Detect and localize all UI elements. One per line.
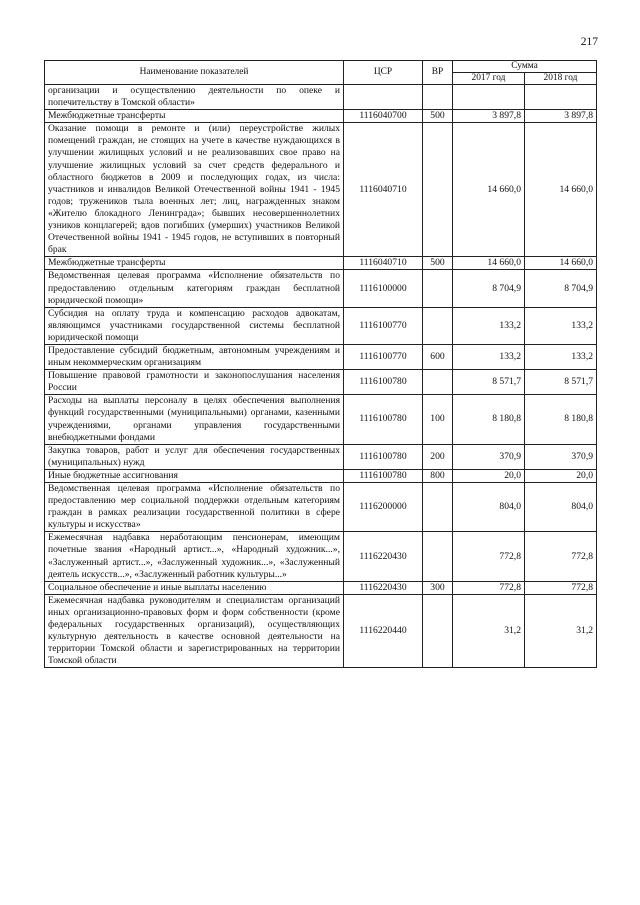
table-row — [45, 444, 597, 469]
row-csr-cell: 1116100770 — [344, 344, 423, 369]
row-vr-cell: 500 — [423, 110, 453, 123]
row-sum-2017-cell: 133,2 — [453, 307, 525, 344]
row-csr-cell: 1116040710 — [344, 257, 423, 270]
row-name-cell: Оказание помощи в ремонте и (или) переустройстве жилых помещений граждан, не стоящих на учете в качестве нуждающихся в улучшении жилищных условий и не реализовавших свое право на улучшение жилищных условий за счет средств федерального и областного бюджетов в 2009 и последующих годах, из числа: участников и инвалидов Великой Отечественной войны 1941 - 1945 годов; тружеников тыла военных лет; лиц, награжденных знаком «Жителю блокадного Ленинграда»; бывших несовершеннолетних узников концлагерей; вдов погибших (умерших) участников Великой Отечественной войны 1941 - 1945 годов, не вступивших в повторный брак — [45, 123, 344, 257]
row-sum-2017-cell: 370,9 — [453, 444, 525, 469]
row-sum-2017-cell: 14 660,0 — [453, 123, 525, 257]
row-sum-2018-cell: 8 704,9 — [525, 270, 597, 307]
row-sum-2018-cell: 14 660,0 — [525, 123, 597, 257]
row-vr-cell — [423, 370, 453, 395]
row-vr-cell — [423, 307, 453, 344]
header-name: Наименование показателей — [45, 61, 344, 85]
row-sum-2018-cell: 133,2 — [525, 344, 597, 369]
row-csr-cell: 1116220430 — [344, 581, 423, 594]
row-sum-2017-cell: 804,0 — [453, 483, 525, 532]
row-vr-cell: 100 — [423, 395, 453, 444]
table-row — [45, 110, 597, 123]
table-row — [45, 123, 597, 257]
table-row — [45, 469, 597, 482]
row-csr-cell: 1116220430 — [344, 532, 423, 581]
row-sum-2017-cell: 133,2 — [453, 344, 525, 369]
row-vr-cell: 800 — [423, 469, 453, 482]
row-csr-cell — [344, 85, 423, 110]
table-row — [45, 581, 597, 594]
row-csr-cell: 1116040710 — [344, 123, 423, 257]
row-sum-2017-cell: 14 660,0 — [453, 257, 525, 270]
row-sum-2017-cell: 31,2 — [453, 594, 525, 668]
row-vr-cell: 600 — [423, 344, 453, 369]
row-sum-2017-cell: 20,0 — [453, 469, 525, 482]
row-sum-2018-cell: 772,8 — [525, 532, 597, 581]
row-name-cell: Иные бюджетные ассигнования — [45, 469, 344, 482]
row-name-cell: Межбюджетные трансферты — [45, 257, 344, 270]
row-name-cell: Ведомственная целевая программа «Исполнение обязательств по предоставлению отдельным категориям граждан бесплатной юридической помощи» — [45, 270, 344, 307]
table-row — [45, 594, 597, 668]
row-name-cell: Ежемесячная надбавка руководителям и специалистам организаций иных организационно-правовых форм и форм собственности (кроме федеральных государственных организаций), осуществляющих культурную деятельность в качестве основной деятельности на территории Томской области и зарегистрированных на территории Томской области — [45, 594, 344, 668]
row-vr-cell — [423, 594, 453, 668]
row-csr-cell: 1116200000 — [344, 483, 423, 532]
row-sum-2018-cell: 8 180,8 — [525, 395, 597, 444]
row-sum-2018-cell: 133,2 — [525, 307, 597, 344]
row-csr-cell: 1116220440 — [344, 594, 423, 668]
row-sum-2018-cell: 8 571,7 — [525, 370, 597, 395]
row-csr-cell: 1116100780 — [344, 370, 423, 395]
row-vr-cell — [423, 85, 453, 110]
header-csr: ЦСР — [344, 61, 423, 85]
table-body — [45, 85, 597, 668]
row-vr-cell — [423, 483, 453, 532]
table-row — [45, 344, 597, 369]
header-vr: ВР — [423, 61, 453, 85]
table-row — [45, 307, 597, 344]
row-sum-2018-cell: 804,0 — [525, 483, 597, 532]
row-sum-2017-cell: 772,8 — [453, 581, 525, 594]
table-header — [45, 61, 597, 85]
table-row — [45, 370, 597, 395]
row-name-cell: Закупка товаров, работ и услуг для обеспечения государственных (муниципальных) нужд — [45, 444, 344, 469]
row-sum-2018-cell: 3 897,8 — [525, 110, 597, 123]
row-vr-cell: 500 — [423, 257, 453, 270]
row-csr-cell: 1116100770 — [344, 307, 423, 344]
table-row — [45, 257, 597, 270]
header-year-2018: 2018 год — [525, 73, 597, 85]
page-number: 217 — [580, 36, 598, 48]
row-name-cell: Повышение правовой грамотности и законопослушания населения России — [45, 370, 344, 395]
table-row — [45, 532, 597, 581]
row-sum-2018-cell: 14 660,0 — [525, 257, 597, 270]
row-name-cell: Межбюджетные трансферты — [45, 110, 344, 123]
row-csr-cell: 1116100780 — [344, 469, 423, 482]
row-sum-2017-cell: 772,8 — [453, 532, 525, 581]
row-vr-cell: 300 — [423, 581, 453, 594]
row-name-cell: Ведомственная целевая программа «Исполнение обязательств по предоставлению мер социальной поддержки отдельным категориям граждан в рамках реализации государственной политики в сфере культуры и искусства» — [45, 483, 344, 532]
row-name-cell: Предоставление субсидий бюджетным, автономным учреждениям и иным некоммерческим организациям — [45, 344, 344, 369]
budget-table — [44, 60, 597, 668]
row-vr-cell — [423, 270, 453, 307]
row-csr-cell: 1116100780 — [344, 444, 423, 469]
row-csr-cell: 1116040700 — [344, 110, 423, 123]
row-csr-cell: 1116100780 — [344, 395, 423, 444]
row-sum-2018-cell: 31,2 — [525, 594, 597, 668]
row-sum-2017-cell: 8 704,9 — [453, 270, 525, 307]
table-row — [45, 270, 597, 307]
row-vr-cell — [423, 532, 453, 581]
row-sum-2018-cell — [525, 85, 597, 110]
table-row — [45, 483, 597, 532]
table-row — [45, 85, 597, 110]
row-sum-2018-cell: 772,8 — [525, 581, 597, 594]
table-row — [45, 395, 597, 444]
header-sum: Сумма — [453, 61, 597, 73]
row-sum-2017-cell — [453, 85, 525, 110]
row-name-cell: Ежемесячная надбавка неработающим пенсионерам, имеющим почетные звания «Народный артист...», «Народный художник...», «Заслуженный артист...», «Заслуженный художник...», «Заслуженный деятель искусств...», «Заслуженный работник культуры...» — [45, 532, 344, 581]
row-vr-cell: 200 — [423, 444, 453, 469]
row-sum-2018-cell: 20,0 — [525, 469, 597, 482]
row-name-cell: Расходы на выплаты персоналу в целях обеспечения выполнения функций государственными (муниципальными) органами, казенными учреждениями, органами управления государственными внебюджетными фондами — [45, 395, 344, 444]
row-vr-cell — [423, 123, 453, 257]
row-sum-2017-cell: 8 571,7 — [453, 370, 525, 395]
row-sum-2017-cell: 3 897,8 — [453, 110, 525, 123]
row-name-cell: Социальное обеспечение и иные выплаты населению — [45, 581, 344, 594]
row-sum-2017-cell: 8 180,8 — [453, 395, 525, 444]
row-sum-2018-cell: 370,9 — [525, 444, 597, 469]
row-name-cell: организации и осуществлению деятельности по опеке и попечительству в Томской области» — [45, 85, 344, 110]
row-csr-cell: 1116100000 — [344, 270, 423, 307]
row-name-cell: Субсидия на оплату труда и компенсацию расходов адвокатам, являющимся участниками государственной системы бесплатной юридической помощи — [45, 307, 344, 344]
header-year-2017: 2017 год — [453, 73, 525, 85]
